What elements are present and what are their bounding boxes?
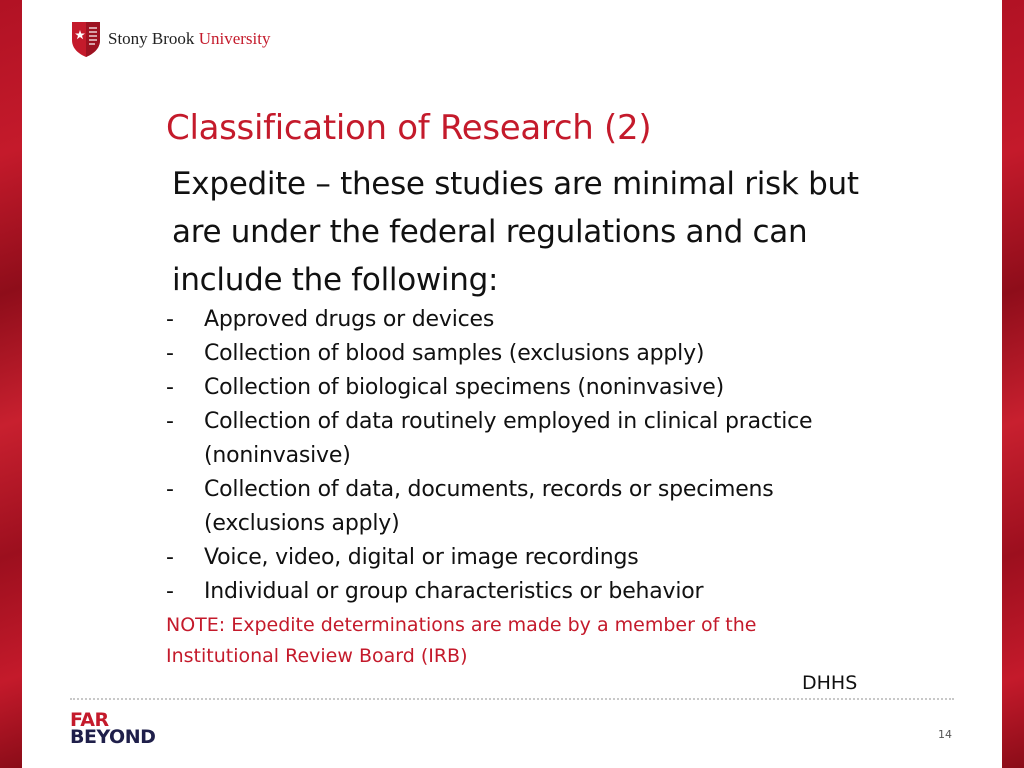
shield-icon [70, 20, 102, 58]
bullet-marker: - [166, 409, 174, 434]
note-text: NOTE: Expedite determinations are made by a member of the Institutional Review Board (IRB) [166, 614, 757, 667]
list-item-text: Collection of data routinely employed in clinical practice (noninvasive) [204, 409, 813, 468]
bullet-marker: - [166, 477, 174, 502]
tagline-line2: BEYOND [70, 726, 156, 748]
slide-title: Classification of Research (2) [166, 108, 652, 148]
list-item-text: Individual or group characteristics or behavior [204, 579, 704, 604]
bullet-marker: - [166, 375, 174, 400]
list-item [166, 405, 886, 473]
right-decorative-band [1002, 0, 1024, 768]
bullet-list [166, 303, 886, 609]
list-item-text: Voice, video, digital or image recordings [204, 545, 639, 570]
tagline-line1: FAR [70, 709, 109, 731]
list-item-text: Collection of blood samples (exclusions apply) [204, 341, 705, 366]
bullet-marker: - [166, 341, 174, 366]
bullet-marker: - [166, 307, 174, 332]
lead-paragraph: Expedite – these studies are minimal risk but are under the federal regulations and can include the following: [172, 166, 859, 298]
list-item-text: Collection of biological specimens (noninvasive) [204, 375, 725, 400]
university-name: Stony Brook University [108, 29, 271, 48]
list-item-text: Approved drugs or devices [204, 307, 495, 332]
list-item [166, 371, 886, 405]
list-item [166, 303, 886, 337]
left-decorative-band [0, 0, 22, 768]
slide [22, 0, 1002, 768]
list-item [166, 541, 886, 575]
bullet-marker: - [166, 545, 174, 570]
university-logo [70, 20, 270, 58]
page-number: 14 [938, 728, 952, 741]
list-item [166, 473, 886, 541]
list-item [166, 575, 886, 609]
far-beyond-logo [70, 709, 156, 748]
source-citation: DHHS [802, 672, 858, 694]
footer-divider [70, 698, 954, 700]
list-item-text: Collection of data, documents, records or specimens (exclusions apply) [204, 477, 774, 536]
list-item [166, 337, 886, 371]
bullet-marker: - [166, 579, 174, 604]
